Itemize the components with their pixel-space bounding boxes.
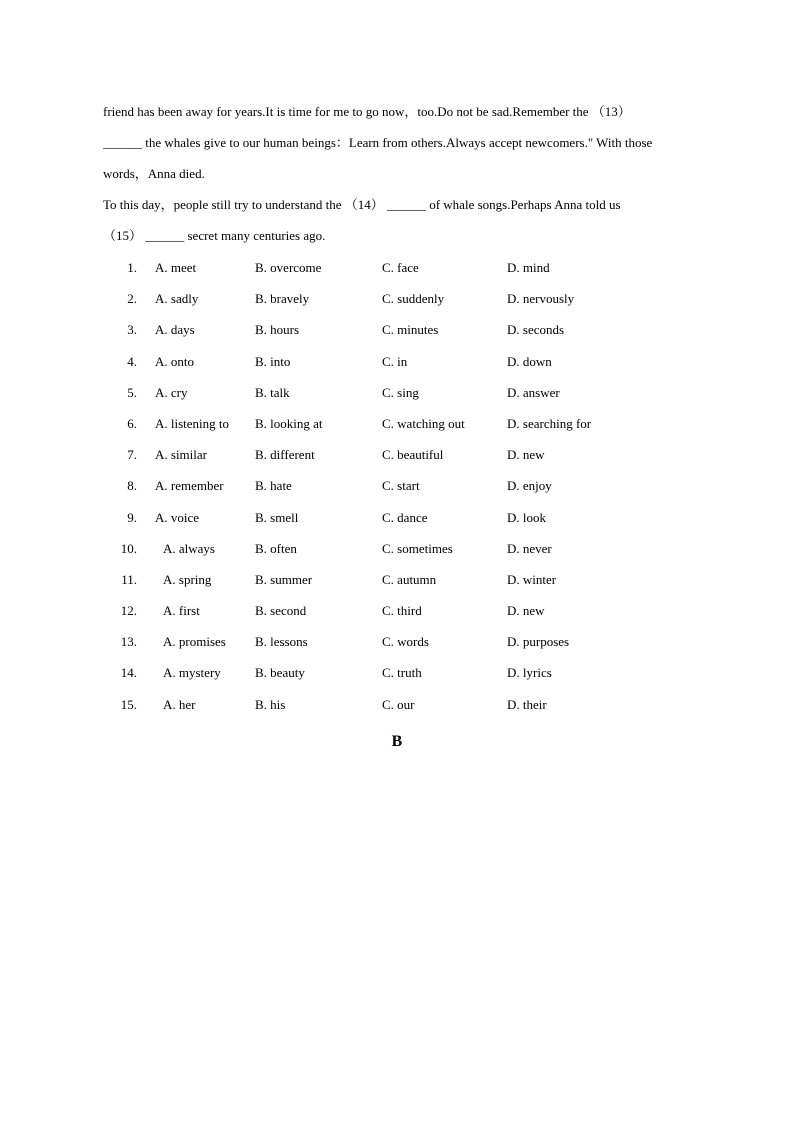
- option-d: D. seconds: [507, 322, 565, 338]
- question-number: 7.: [127, 447, 137, 463]
- question-row: [0, 353, 794, 384]
- question-row: [0, 259, 794, 290]
- question-row: [0, 509, 794, 540]
- question-row: [0, 696, 794, 727]
- question-row: [0, 477, 794, 508]
- option-c: C. truth: [382, 665, 422, 681]
- option-d: D. down: [507, 353, 552, 369]
- question-row: [0, 602, 794, 633]
- option-b: B. second: [255, 603, 307, 619]
- option-b: B. into: [255, 353, 291, 369]
- option-b: B. overcome: [255, 260, 322, 275]
- option-a: A. meet: [155, 260, 197, 275]
- option-a: A. days: [155, 322, 195, 338]
- question-number: 15.: [120, 696, 137, 712]
- option-d: D. enjoy: [507, 478, 552, 494]
- passage-line: friend has been away for years.It is time for me to go now，too.Do not be sad.Remember the （13）: [103, 104, 631, 119]
- option-a: A. remember: [155, 478, 224, 494]
- option-c: C. words: [382, 634, 429, 650]
- option-b: B. looking at: [255, 415, 323, 431]
- option-a: A. onto: [155, 353, 194, 369]
- option-c: C. in: [382, 353, 408, 369]
- option-b: B. hate: [255, 478, 292, 494]
- option-a: A. promises: [163, 634, 226, 650]
- question-row: [0, 290, 794, 321]
- option-b: B. beauty: [255, 665, 305, 681]
- option-a: A. her: [163, 696, 196, 712]
- question-row: [0, 571, 794, 602]
- option-d: D. winter: [507, 571, 557, 587]
- question-number: 3.: [127, 322, 137, 338]
- option-b: B. often: [255, 540, 297, 556]
- section-heading: B: [391, 733, 403, 750]
- option-d: D. searching for: [507, 415, 592, 431]
- option-b: B. his: [255, 696, 286, 712]
- option-a: A. mystery: [163, 665, 221, 681]
- option-a: A. listening to: [155, 415, 230, 431]
- option-c: C. sing: [382, 384, 419, 400]
- question-number: 13.: [120, 634, 137, 650]
- passage-line: （15） ______ secret many centuries ago.: [103, 228, 326, 243]
- question-number: 5.: [127, 384, 137, 400]
- option-c: C. face: [382, 260, 419, 275]
- option-a: A. always: [163, 540, 215, 556]
- option-a: A. sadly: [155, 291, 199, 307]
- passage-line: ______ the whales give to our human beings：Learn from others.Always accept newcomers." With those: [103, 135, 653, 150]
- option-b: B. different: [255, 447, 315, 463]
- question-row: [0, 633, 794, 664]
- option-d: D. new: [507, 447, 545, 463]
- question-row: [0, 664, 794, 695]
- option-b: B. summer: [255, 571, 313, 587]
- option-c: C. suddenly: [382, 291, 445, 307]
- question-row: [0, 446, 794, 477]
- question-number: 10.: [120, 540, 137, 556]
- option-b: B. talk: [255, 384, 290, 400]
- option-a: A. similar: [155, 447, 207, 463]
- option-c: C. third: [382, 603, 422, 619]
- question-options-list: [0, 259, 794, 727]
- question-number: 9.: [127, 509, 137, 525]
- question-number: 8.: [127, 478, 137, 494]
- option-c: C. autumn: [382, 571, 437, 587]
- question-number: 11.: [121, 571, 137, 587]
- option-c: C. dance: [382, 509, 428, 525]
- option-c: C. sometimes: [382, 540, 453, 556]
- question-number: 1.: [127, 260, 137, 275]
- option-d: D. nervously: [507, 291, 575, 307]
- question-number: 2.: [127, 291, 137, 307]
- option-b: B. bravely: [255, 291, 310, 307]
- option-d: D. look: [507, 509, 546, 525]
- option-d: D. mind: [507, 260, 550, 275]
- option-a: A. cry: [155, 384, 188, 400]
- question-row: [0, 321, 794, 352]
- option-c: C. our: [382, 696, 415, 712]
- option-b: B. hours: [255, 322, 300, 338]
- option-d: D. lyrics: [507, 665, 552, 681]
- option-d: D. their: [507, 696, 547, 712]
- option-c: C. minutes: [382, 322, 439, 338]
- option-b: B. smell: [255, 509, 299, 525]
- passage-line: words，Anna died.: [103, 166, 205, 181]
- question-number: 12.: [120, 603, 137, 619]
- question-row: [0, 540, 794, 571]
- question-number: 6.: [127, 415, 137, 431]
- option-d: D. new: [507, 603, 545, 619]
- option-d: D. answer: [507, 384, 560, 400]
- passage-line: To this day，people still try to understand the （14） ______ of whale songs.Perhaps Anna told us: [103, 197, 621, 212]
- option-a: A. spring: [163, 571, 212, 587]
- option-d: D. never: [507, 540, 552, 556]
- question-number: 4.: [127, 353, 137, 369]
- question-row: [0, 384, 794, 415]
- option-a: A. voice: [155, 509, 200, 525]
- question-row: [0, 415, 794, 446]
- option-a: A. first: [163, 603, 200, 619]
- option-c: C. beautiful: [382, 447, 444, 463]
- option-c: C. start: [382, 478, 420, 494]
- option-b: B. lessons: [255, 634, 308, 650]
- option-c: C. watching out: [382, 415, 465, 431]
- option-d: D. purposes: [507, 634, 570, 650]
- question-number: 14.: [120, 665, 137, 681]
